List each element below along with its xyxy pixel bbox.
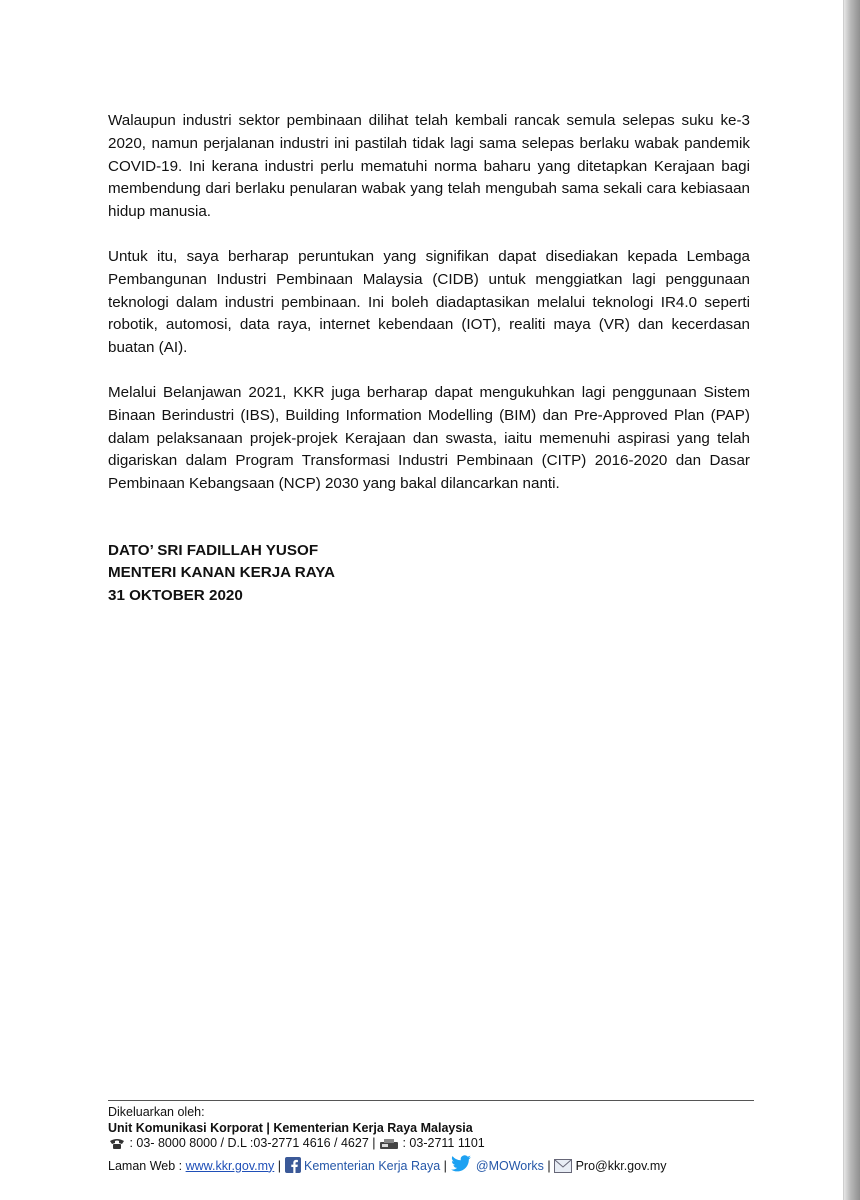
signature-block	[108, 540, 750, 608]
fax-number: : 03-2711 1101	[402, 1136, 485, 1150]
separator-1: |	[277, 1158, 282, 1173]
email-address[interactable]: Pro@kkr.gov.my	[575, 1158, 667, 1173]
signature-date: 31 OKTOBER 2020	[108, 586, 243, 604]
twitter-handle[interactable]: @MOWorks	[475, 1158, 544, 1173]
signatory-title: MENTERI KANAN KERJA RAYA	[108, 564, 336, 582]
signatory-name: DATO’ SRI FADILLAH YUSOF	[108, 541, 319, 559]
paragraph-2: Untuk itu, saya berharap peruntukan yang signifikan dapat disediakan kepada Lembaga Pembangunan Industri Pembinaan Malaysia (CIDB) untuk menggiatkan lagi penggunaan teknologi dalam industri pembinaan. Ini boleh diadaptasikan melalui teknologi IR4.0 seperti robotik, automosi, data raya, internet kebendaan (IOT), realiti maya (VR) dan kecerdasan buatan (AI).	[108, 247, 750, 357]
document-body	[108, 110, 750, 607]
issued-by-label: Dikeluarkan oleh:	[108, 1105, 205, 1119]
issuing-unit: Unit Komunikasi Korporat | Kementerian Kerja Raya Malaysia	[108, 1120, 473, 1135]
fax-icon	[379, 1138, 399, 1155]
web-label: Laman Web :	[108, 1158, 183, 1173]
contact-row	[108, 1136, 754, 1155]
separator-3: |	[547, 1158, 551, 1173]
footer	[108, 1100, 754, 1177]
facebook-icon	[285, 1157, 301, 1178]
page-edge-shadow	[844, 0, 860, 1200]
paragraph-1: Walaupun industri sektor pembinaan dilihat telah kembali rancak semula selepas suku ke-3 2020, namun perjalanan industri ini pastilah tidak lagi sama selepas berlaku wabak pandemik COVID-19. Ini kerana industri perlu mematuhi norma baharu yang ditetapkan Kerajaan bagi membendung dari berlaku penularan wabak yang telah mengubah sama sekali cara kebiasaan hidup manusia.	[108, 112, 750, 221]
separator-2: |	[443, 1158, 447, 1173]
facebook-link[interactable]: Kementerian Kerja Raya	[303, 1158, 441, 1173]
website-link[interactable]: www.kkr.gov.my	[185, 1158, 275, 1173]
links-row	[108, 1155, 754, 1178]
phone-numbers: : 03- 8000 8000 / D.L :03-2771 4616 / 4627 |	[129, 1136, 376, 1150]
email-icon	[554, 1159, 572, 1178]
phone-icon	[108, 1138, 126, 1155]
twitter-icon	[450, 1155, 472, 1178]
paragraph-3: Melalui Belanjawan 2021, KKR juga berharap dapat mengukuhkan lagi penggunaan Sistem Binaan Berindustri (IBS), Building Information Modelling (BIM) dan Pre-Approved Plan (PAP) dalam pelaksanaan projek-projek Kerajaan dan swasta, iaitu memenuhi aspirasi yang telah digariskan dalam Program Transformasi Industri Pembinaan (CITP) 2016-2020 dan Dasar Pembinaan Kebangsaan (NCP) 2030 yang bakal dilancarkan nanti.	[108, 383, 750, 493]
